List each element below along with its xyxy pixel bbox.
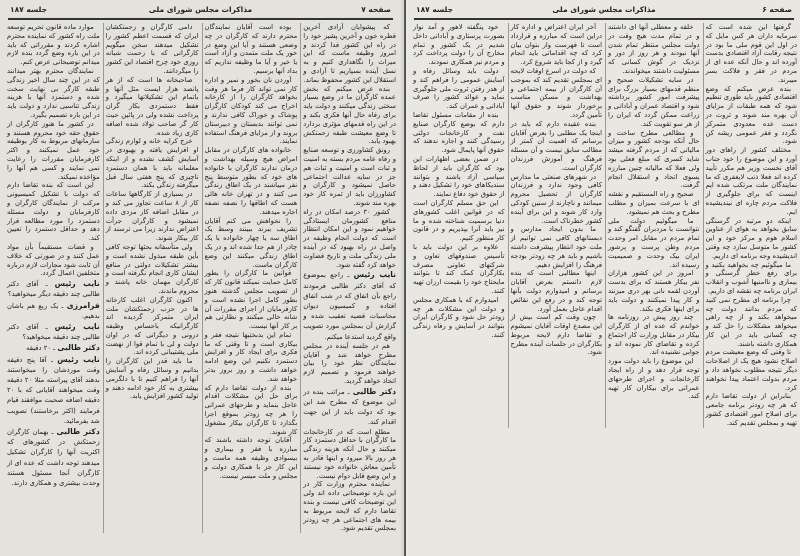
speaker-entry xyxy=(7,301,100,321)
paragraph: هم در جلسه آینده در مجلس مطرح خواهد شد و آقایان نمایندگان نظر خود را بیان خواهند فرمود و تصمیم لازم اتخاذ خواهد گردید. xyxy=(303,341,396,385)
paragraph: صحیح و راه المستقیم و نقشه ای با سرعت بمیزان و مطلب مطرح و بحث هم نمیشود. xyxy=(608,190,700,216)
paragraph: بوده است آقایان نمایندگان محترم دارند که کارگران در چه وضعی هستند و آیا این وضع در خور یک ملت متمدن و آزاد است یا خیر و آیا ما وظیفه نداریم که بداد آنها برسیم. xyxy=(204,23,298,75)
text-column xyxy=(411,23,505,428)
speaker-name: دکتر طالبی xyxy=(352,386,396,396)
paragraph: که دولت در اسرع اوقات لایحه ای بمجلس تقدیم کند که بموجب آن کارگران از بیمه اجتماعی و بهداشت و مسکن مناسب برخوردار شوند و حقوق آنها تأمین گردد. xyxy=(510,66,602,119)
speaker-entry xyxy=(303,387,396,428)
paragraph: که پیشوایان آزادی آخرین قطره خون و آخرین پشیز خود را در راه این کشور فدا کردند و امروز وظیفه ماست که این میراث را نگاهداری کنیم و به نسل آینده بسپاریم تا آزادی و استقلال این کشور محفوظ بماند. xyxy=(303,23,396,84)
paragraph: در ضمن بعضی اظهارات این بود که کارگران باید از لحاظ سیاسی آزاد باشند و بتوانند سندیکاهای خود را تشکیل دهند و از حقوق خود دفاع نمایند. xyxy=(413,154,505,199)
running-title: مذاکرات مجلس شورای ملی xyxy=(148,5,253,14)
speaker-name: نایب رئیس xyxy=(57,354,100,364)
paragraph: کشور ۳۰ درصد امکان در راه منافع کشورمان ایستادگی خواهیم نمود و این امکان انتظار است که دولت انجام وظیفه در واصل در راه بهبود که در آینده ملی زندگی ملت و تاریخ قضاوت خواهد کرد گفته شود. xyxy=(303,207,396,269)
speech-text: ـ آقا پنج دقیقه وقت موردشان را میخواستند بدهند آقای پیراسته مثلا ۲۰ دقیقه وقت میخواهند آقایانی که با ۲۰ دقیقه اضافه صحبت موافقند قیام فرمایند (اکثر برخاستند) تصویب شد بفرمائید. xyxy=(7,355,100,425)
paragraph: ما میگوئیم چه بخواهید بکنید و برای رفع خطر گرسنگی و بیماری و ناامنیها آشوب و انقلاب ایران برنامه چه نقشه ای داریم. xyxy=(705,260,797,295)
paragraph: آخر ایران اعتراض و اداره کار دراین است که مبارزه و قرارداد است تا فهرست وار بتوان بیان کرد که چه اقداماتی باید انجام گیرد و از کجا باید شروع کرد. xyxy=(510,23,602,67)
paragraph: چند روز پیش در روزنامه ها خواندم که عده ای از کارگران بیکار در مقابل وزارت کار اجتماع کرده و تقاضای کار نموده اند و جوابی نشنیده اند. xyxy=(608,313,700,357)
speech-text: ـ مراتب بنده در این موضوع که مطرح شد این بود که دولت باید از این جهت اقدام کند. xyxy=(303,387,396,427)
paragraph: و قضات مستقیماً بأن مواد عمل کنند و در صورتی که خلاف آن ثابت شود مجازات لازم درباره متخلفین اعمال گردد. xyxy=(7,242,100,278)
speech-text: ـ آقای دکتر طالبی چند دقیقه میخواهید؟ xyxy=(7,322,100,342)
paragraph: تمام این بدبختیها نتیجه فقر و بیکاری است و تا وقتی که ما فکری برای ایجاد کار و افزایش دستمزد نکنیم این وضع ادامه خواهد داشت و روز بروز بدتر خواهد شد. xyxy=(204,330,298,383)
paragraph: نماینده محترم وزارت کار در این باره توضیحاتی داده اند ولی این توضیحات کافی نیست و بنده تقاضا دارم که لایحه مربوط به بیمه های اجتماعی هر چه زودتر بمجلس تقدیم شود. xyxy=(303,480,396,533)
paragraph: تا وقتی که وضع معیشت مردم اصلاح نشود هیچ یک از اصلاحات دیگر نتیجه مطلوب نخواهد داد و مردم بدولت اعتماد پیدا نخواهند کرد. xyxy=(705,348,797,392)
paragraph: امیدوارم که با همکاری مجلس و دولت این مشکلات هر چه زودتر حل شود و کارگران ایران بتوانند در آسایش و رفاه زندگی کنند. xyxy=(413,295,505,339)
paragraph: امروز در این کشور هزاران نفر بیکار هستند که برای بدست آوردن لقمه نانی بهر دری میزنند و کار پیدا نمیکنند و دولت باید برای اینها فکری بکند. xyxy=(608,269,700,313)
session-number: جلسه ۱۸۷ xyxy=(416,5,453,14)
page-number: صفحه ۶ xyxy=(762,5,792,14)
speech-text: ـ آقای دکتر طالبی چند دقیقه دیگر میخواهید؟ xyxy=(7,280,100,299)
speaker-name: فرامرزی xyxy=(66,300,100,310)
text-columns xyxy=(411,23,797,428)
text-column xyxy=(300,23,396,533)
paragraph: قوانین ما کارگران را بطور کامل حمایت نمیکند قانون کار که از تصویب مجلس گذشته هنوز بطور کامل اجرا نشده است و کارفرمایان از اجرای مقررات آن شانه خالی میکنند و نظارتی هم بر کار آنها نیست. xyxy=(204,269,298,331)
speaker-entry xyxy=(7,343,100,353)
paragraph: این حق مسلم کارگران است که در قوانین اغلب کشورهای دنیا برسمیت شناخته شده و ما نیز باید آنرا بپذیریم و در قانون کار منظور کنیم. xyxy=(413,198,505,243)
paragraph: موارد ماده قانون تحریم توسعه ملت راه کشور که نماینده محترم اشاره کردند و مقرراتی که باید در این باره وضع گردد بنده لازم میدانم توضیحاتی عرض کنم. xyxy=(7,23,100,67)
paragraph: گرفتها این شده است که سرمایه داران هر کس مایل که در اول این قوم ملی ما بود در نتیجه رقابت آزاد اقتصادی بدست آورده اند و حال آنکه عده ای از مردم در فقر و فلاکت بسر میبرند. xyxy=(705,23,797,84)
paragraph: دامی کارگران و زحمتکشان ایران که قسمت اعظم کشور را تشکیل میدهند سخن میگویم کارگرانی که با زحمت شبانه روزی خود چرخ اقتصاد این کشور را میگردانند. xyxy=(105,23,199,75)
paragraph: در شهرهای صنعتی ما مدارس کافی وجود ندارد و فرزندان کارگران از تحصیل محروم میمانند و ناچارند از سنین کودکی وارد کار شوند و این برای آینده کشور خطرناک است. xyxy=(510,172,602,225)
paragraph: دولت باید وسائل رفاه و آسایش عمومی را فراهم کند و از هدر رفتن ثروت ملی جلوگیری نماید و عوائد کشور را صرف آبادانی و عمران کند. xyxy=(413,66,505,111)
speech-text: ـ ۲۰ دقیقه xyxy=(26,344,58,353)
page-right xyxy=(404,0,800,556)
paragraph: چرا برنامه ای مطرح نمی کنید که مردم بدانند دولت چه میخواهد بکند و از چه راهی میخواهد مشکلات را حل کند و چه کسانی باید در این کار همکاری داشته باشند. xyxy=(705,295,797,348)
paragraph: خرج کرایه خانه و لوازم زندگی او افزایش یافته و بهبودی در آسایش کشف نشده و از اینکه معلمانه باید با همان دستمزد ناچیزی که پنج هفتی سال قبل میگرفته زندگی بکند. xyxy=(105,137,199,190)
paragraph: علاوه بر این دولت باید با تأسیس صندوقهای تعاون و شرکتهای تعاونی مصرف بکارگران کمک کند تا بتوانند مایحتاج خود را بقیمت ارزان تهیه کنند. xyxy=(413,242,505,295)
speaker-entry xyxy=(7,279,100,299)
paragraph: و مطالعی مطرح ساخت و حال آنکه بودجه کشور و میزان مالیاتی که از مردم گرفته میشد شاید کسری که مبلغ فعلی بود ولی فعلا که مالیاته چنین مبارزه بسوی اتحاد و استقلال انجام گرفت. xyxy=(608,128,700,190)
paragraph: مختلف کشور از راهای دور آورد و این موضوع را خود جناب آقای نخست وزیر هم مکرر تأیید کرده اند فعلا ذنب لایغفری که ما نمایندگان ملت مرتکب شده ایم اینست که برای جلوگیری از فلاکت مردم چاره ای نیندیشیده ایم. xyxy=(705,146,797,216)
paragraph: خود پنگفته لاهور و آمد نوار بصورت پرستاری و آبادانی داخل شدیم در یک کشور و تمام مخارج آن را دولت پرداخت کرد و مردم نیز همکاری نمودند. xyxy=(413,23,505,67)
running-title: مذاکرات مجلس شورای ملی xyxy=(552,5,656,14)
paragraph: اینکه دو مرتبه در گرسنگی سابق بخواهد به هوای از عناوین اسلام هوم و مرکز خود و این کشور ما متوسل سازد چه وقتی اندیشیده وجه برنامه ای داریم. xyxy=(705,216,797,260)
text-column xyxy=(605,23,700,428)
paragraph: مطلع است که در کارخانجات ما کارگران با حداقل دستمزد کار میکنند و حال آنکه هزینه زندگی هر روز بالا میرود و اینها قادر به تأمین معاش خانواده خود نیستند و این وضع قابل دوام نیست. xyxy=(303,427,396,480)
paragraph: بنده عرض میکنم که بخش عمده کارگران ما در وضع بسیار سختی زندگی میکنند و دولت باید برای رفاه حال آنها فکری بکند و در این راه قدمهای مؤثری بردارد تا وضع معیشت طبقه زحمتکش بهبود یابد. xyxy=(303,84,396,146)
paragraph: بنده عرض میکنم که وضع اقتصادی کشور باید طوری تنظیم شود که همه طبقات از مزایای آن بهره مند شوند و ثروت در دست عده معدودی متمرکز نگردد و فقر عمومی ریشه کن شود. xyxy=(705,84,797,146)
page-header xyxy=(414,5,794,20)
speaker-entry xyxy=(7,322,100,342)
text-column xyxy=(703,23,798,428)
speech-text: ـ بهمان کارگران زحمتکش در کشورهای که اکثریت آنها را کارگران تشکیل میدهند توجه داشت که عده ای از کارگران آنجا مسئول هستند وحدت بیشتری و همکاری دارند. xyxy=(7,427,100,487)
text-column xyxy=(508,23,603,428)
paragraph: در سایه تشکیلات صحیح و منظم قدمهای بسیار بزرگ برای پیشرفت امور کشور برداشته شود و اقتصاد عمران و آبادانی و زراعت ممکن گردد که ایران را از هر سو تقویت کند. xyxy=(608,75,700,128)
paragraph: بنابراین از دولت تقاضا دارم که هر چه زودتر برنامه جامعی برای اصلاح امور اقتصادی کشور تهیه و بمجلس تقدیم کند. xyxy=(705,392,797,427)
paragraph: ما باید قدر این کارگران را بدانیم و وسائل رفاه و آسایش آنها را فراهم کنیم تا با دلگرمی بیشتری به کار خود ادامه دهند و تولید کشور افزایش یابد. xyxy=(105,357,199,401)
paragraph: ولی متأسفانه بحثها توجه کافی بأین طبقه مبذول نشده است و بیشتر تشکیلات دولتی در منافع ایشان کاری انجام نگرفته است و کارگران مهمان خانه پاشند و محروم ماندند. xyxy=(105,242,199,295)
speaker-name: نایب رئیس xyxy=(54,279,100,289)
speech-text: ـ راجع بموضوع که آقای دکتر طالبی فرمودند راجع بآن اتفاق که در شب اتفاق افتاده و کمیسیون دیوان محاسبات قضیه تعقیب شده و گزارش آن بمجلس مورد تصویب واقع گردید استدعا میکنم. xyxy=(303,271,396,341)
speech-text: ـ یک ربع هم باشان بدهیم. xyxy=(7,301,100,320)
paragraph: صاحبخانه ها است که از هر پانصد هزار ایست مثل آنها و باتمام این تشکیلاتها میگیرد و فقط دستمزدی بکار گران پرداخت نشده ولی در پائین حیث کار گر صاحب تولاد شده اضافه کاری زیاد شده. xyxy=(105,75,199,137)
text-columns xyxy=(5,23,396,533)
paragraph: خلقه و معطلی آنها ای داشتند و در تمام مدت هیچ وقت در دولت مجلس منتظر تمام شدن آنها نبودند و هر روز از دور و نزدیک در گوش کسانی که مسئولیت داشتند میخواندند. xyxy=(608,23,700,75)
paragraph: ما میگوئیم دولت ملی نتوانست با مزدبران گفتگو کند و تمام مردم در مقابل امر وحدت مردم وطن پرست و پرشور ایران بیک وحدت و صمیمیت رسیده اند. xyxy=(608,216,700,269)
speaker-name: نایب رئیس xyxy=(54,321,100,331)
speaker-entry xyxy=(303,270,396,341)
paragraph: اینها مطالبی است که بنده لازم دانستم بعرض آقایان برسانم و امیدوارم دولت بآنها توجه کند و در رفع این نقائص اقدام عاجل بعمل آورد. xyxy=(510,269,602,313)
paragraph: بنده عقیده دارم که باید در اینجا یک مطلبی را بعرض آقایان برسانم که اهمیت آن کمتر از مطالب سابق نیست و آن مسئله فرهنگ و آموزش فرزندان کارگران است. xyxy=(510,119,602,172)
speaker-name: دکتر طالبی xyxy=(57,343,100,353)
paragraph: چون وقت کم است بیش از این مصدع اوقات آقایان نمیشوم و تقاضا دارم لایحه مربوط بکارگران در جلسات آینده مطرح شود. xyxy=(510,313,602,357)
paragraph: نمایندگان محترم بهتر میدانند که در این چند سال اخیر زندگی طبقه کارگر بی نهایت سخت شده و دستمزد آنها با هزینه زندگی تناسبی ندارد و دولت باید در این باره تصمیم بگیرد. xyxy=(7,66,100,119)
speaker-entry xyxy=(7,355,100,426)
paragraph: خانواده های کارگران در مقابل امراض هیچ وسیله بهداشت و درمان ندارند کارگران با خانواده های خود که بطور متوسط پنج نفر میباشند در یک اطاق زندگی می کنند و در تهران خانه هائی هست که اطاقها را نصفه نصفه اجاره میدهند. xyxy=(204,146,298,216)
speaker-entry xyxy=(7,427,100,488)
paragraph: ما بدون ایجاد مدارس و دبستانهای کافی نمی توانیم از ملت خود انتظار پیشرفت داشته باشیم و باید هر چه زودتر بودجه فرهنگ را افزایش دهیم. xyxy=(510,225,602,269)
page-number: صفحه ۷ xyxy=(361,5,391,14)
paragraph: این موضوع را باید دولت مورد توجه قرار دهد و از راه ایجاد کارخانجات و اجرای طرحهای عمرانی برای بیکاران کار تهیه کند. xyxy=(608,357,700,401)
paragraph: بنده از مقامات مسئول تقاضا دارم که بوضع کارگران صنایع نفت و کارخانجات دولتی رسیدگی کنند و اجازه ندهند که حقوق آنها پایمال شود. xyxy=(413,110,505,155)
paragraph: در بسیاری از کارگاهها ساعات کار از ۸ ساعت تجاوز می کند و در مقابل اضافه کار مزدی داده نمیشود و کارگران جرأت اعتراض ندارند زیرا می ترسند از کار بیکار شوند. xyxy=(105,190,199,243)
text-column xyxy=(202,23,298,533)
paragraph: آقایان توجه داشته باشند که مبارزه با فقر و بیماری و بیسوادی وظیفه همه ماست و این کار جز با همکاری دولت و مجلس و ملت میسر نیست. xyxy=(204,436,298,480)
text-column xyxy=(103,23,199,533)
paragraph: آوردن نان بخور و نمیر و اداره کار نمی تواند کار فرما هر وقت بخواهد کارگران را از کارخانه اخراج می کند کودکان کارگران پوشاک و خوراک کافی ندارند و نمی توانند بدبستان و دبیرستان بروند و از مزایای فرهنگ استفاده نمایند. xyxy=(204,75,298,146)
paragraph: را نخواهش می کنم آقایان تشریف ببرند ببینند وسط یک اطاق سه یا چهار خانواده با یک چادر از هم جدا شده اند و در یک اطاق زندگی میکنند این وضع کارگران ماست. xyxy=(204,216,298,269)
paragraph: این است که بنده تقاضا دارم که دولت با تشکیل کمیسیونی مرکب از نمایندگان کارگران و کارفرمایان و دولت مسئله دستمزد را مورد مطالعه قرار دهد و حداقل دستمزد را تعیین کند. xyxy=(7,181,100,243)
paragraph: در کشور ما هنوز کارگران از حقوق حقه خود محروم هستند و سازمانهای مربوط به کار بوظیفه خود عمل نمیکنند و اکثر کارفرمایان مقررات را رعایت نمی نمایند و کسی هم آنها را مؤاخذه نمیکند. xyxy=(7,119,100,181)
paragraph: اکنون کارگران اغلب کارخانه ها در حزب زحمتکشان ملت ایران متمرکز گردیده اند کارگرانیکه باحساس وظیفه درونی و دیگرانی که در اوان دولت و لی با تمام قوا از نهضت ملی پشتیبانی کرده اند. xyxy=(105,295,199,357)
session-number: جلسه ۱۸۷ xyxy=(10,5,47,14)
page-header xyxy=(8,5,393,20)
speaker-name: دکتر طالبی xyxy=(56,426,100,436)
text-column xyxy=(5,23,100,533)
speaker-name: نایب رئیس xyxy=(353,270,396,280)
paragraph: بنده از دولت تقاضا دارم که برای حل این مشکلات اقدام عاجل بنماید و طرحهای عمرانی را هر چه زودتر بموقع اجرا بگذارد تا کارگران بیکار مشغول کار شوند. xyxy=(204,383,298,436)
paragraph: رونق کشاورزی و توسعه صنایع و رفاه عامه مردم بسته به امنیت و ثبات است و امنیت و ثبات هم جز در سایه عدالت اجتماعی حاصل نمیشود و کارگران و کشاورزان باید از ثمره کار خود بهره مند شوند. xyxy=(303,146,396,207)
